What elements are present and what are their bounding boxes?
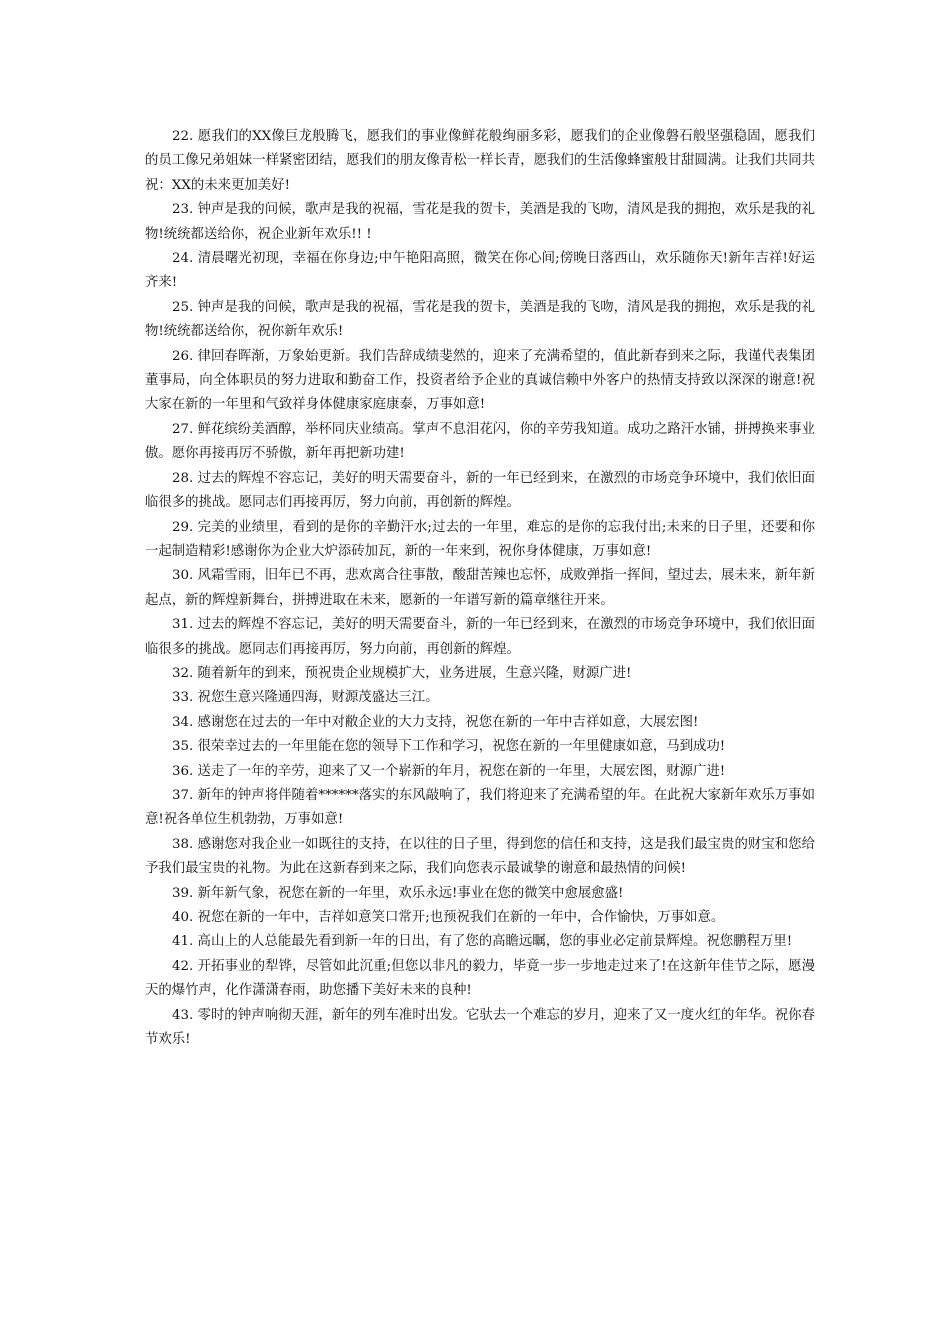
- paragraph-30: 30. 风霜雪雨，旧年已不再，悲欢离合往事散，酸甜苦辣也忘怀，成败弹指一挥间，望过去，展未来，新年新起点，新的辉煌新舞台，拼搏进取在未来，愿新的一年谱写新的篇章继往开来。: [145, 568, 815, 608]
- paragraph-38: 38. 感谢您对我企业一如既往的支持，在以往的日子里，得到您的信任和支持，这是我们最宝贵的财宝和您给予我们最宝贵的礼物。为此在这新春到来之际，我们向您表示最诚挚的谢意和最热情的问候!: [145, 836, 815, 877]
- paragraph-24: 24. 清晨曙光初现，幸福在你身边;中午艳阳高照，微笑在你心间;傍晚日落西山，欢乐随你天!新年吉祥!好运齐来!: [145, 251, 815, 291]
- paragraph-35: 35. 很荣幸过去的一年里能在您的领导下工作和学习，祝您在新的一年里健康如意，马到成功!: [172, 739, 726, 755]
- paragraph-28: 28. 过去的辉煌不容忘记，美好的明天需要奋斗，新的一年已经到来，在激烈的市场竞争环境中，我们依旧面临很多的挑战。愿同志们再接再厉，努力向前，再创新的辉煌。: [145, 470, 815, 511]
- document-body: [145, 125, 815, 1052]
- paragraph-37: 37. 新年的钟声将伴随着******落实的东风敲响了，我们将迎来了充满希望的年。在此祝大家新年欢乐万事如意!祝各单位生机勃勃，万事如意!: [145, 787, 815, 828]
- paragraph-36: 36. 送走了一年的辛劳，迎来了又一个崭新的年月，祝您在新的一年里，大展宏图，财源广进!: [172, 763, 726, 779]
- paragraph-31: 31. 过去的辉煌不容忘记，美好的明天需要奋斗，新的一年已经到来，在激烈的市场竞争环境中，我们依旧面临很多的挑战。愿同志们再接再厉，努力向前，再创新的辉煌。: [145, 617, 815, 657]
- paragraph-33: 33. 祝您生意兴隆通四海，财源茂盛达三江。: [172, 690, 439, 706]
- paragraph-39: 39. 新年新气象，祝您在新的一年里，欢乐永远!事业在您的微笑中愈展愈盛!: [172, 885, 624, 901]
- paragraph-27: 27. 鲜花缤纷美酒醇，举杯同庆业绩高。掌声不息泪花闪，你的辛劳我知道。成功之路汗水铺，拼搏换来事业傲。愿你再接再厉不骄傲，新年再把新功建!: [145, 421, 815, 462]
- paragraph-40: 40. 祝您在新的一年中，吉祥如意笑口常开;也预祝我们在新的一年中，合作愉快，万事如意。: [172, 910, 725, 925]
- paragraph-43: 43. 零时的钟声响彻天涯，新年的列车准时出发。它驮去一个难忘的岁月，迎来了又一度火红的年华。祝你春节欢乐!: [145, 1007, 815, 1048]
- paragraph-25: 25. 钟声是我的问候，歌声是我的祝福，雪花是我的贺卡，美酒是我的飞吻，清风是我的拥抱，欢乐是我的礼物!统统都送给你，祝你新年欢乐!: [145, 299, 815, 340]
- paragraph-42: 42. 开拓事业的犁铧，尽管如此沉重;但您以非凡的毅力，毕竟一步一步地走过来了!在这新年佳节之际，愿漫天的爆竹声，化作潇潇春雨，助您播下美好未来的良种!: [145, 958, 815, 999]
- paragraph-41: 41. 高山上的人总能最先看到新一年的日出，有了您的高瞻远瞩，您的事业必定前景辉煌。祝您鹏程万里!: [172, 934, 793, 950]
- paragraph-32: 32. 随着新年的到来，预祝贵企业规模扩大，业务进展，生意兴隆，财源广进!: [172, 665, 632, 681]
- paragraph-23: 23. 钟声是我的问候，歌声是我的祝福，雪花是我的贺卡，美酒是我的飞吻，清风是我的拥抱，欢乐是我的礼物!统统都送给你，祝企业新年欢乐!! !: [145, 202, 815, 242]
- paragraph-34: 34. 感谢您在过去的一年中对敝企业的大力支持，祝您在新的一年中吉祥如意，大展宏图!: [172, 714, 699, 730]
- paragraph-22: 22. 愿我们的XX像巨龙般腾飞，愿我们的事业像鲜花般绚丽多彩，愿我们的企业像磐石般坚强稳固，愿我们的员工像兄弟姐妹一样紧密团结，愿我们的朋友像青松一样长青，愿我们的生活像蜂蜜般甘甜圆满。让我们共同共祝：XX的未来更加美好!: [145, 129, 815, 193]
- paragraph-29: 29. 完美的业绩里，看到的是你的辛勤汗水;过去的一年里，难忘的是你的忘我付出;未来的日子里，还要和你一起制造精彩!感谢你为企业大炉添砖加瓦，新的一年来到，祝你身体健康，万事如意!: [145, 519, 815, 559]
- paragraph-26: 26. 律回春晖渐，万象始更新。我们告辞成绩斐然的，迎来了充满希望的，值此新春到来之际，我谨代表集团董事局，向全体职员的努力进取和勤奋工作，投资者给予企业的真诚信赖中外客户的热情支持致以深深的谢意!祝大家在新的一年里和气致祥身体健康家庭康泰，万事如意!: [145, 348, 815, 413]
